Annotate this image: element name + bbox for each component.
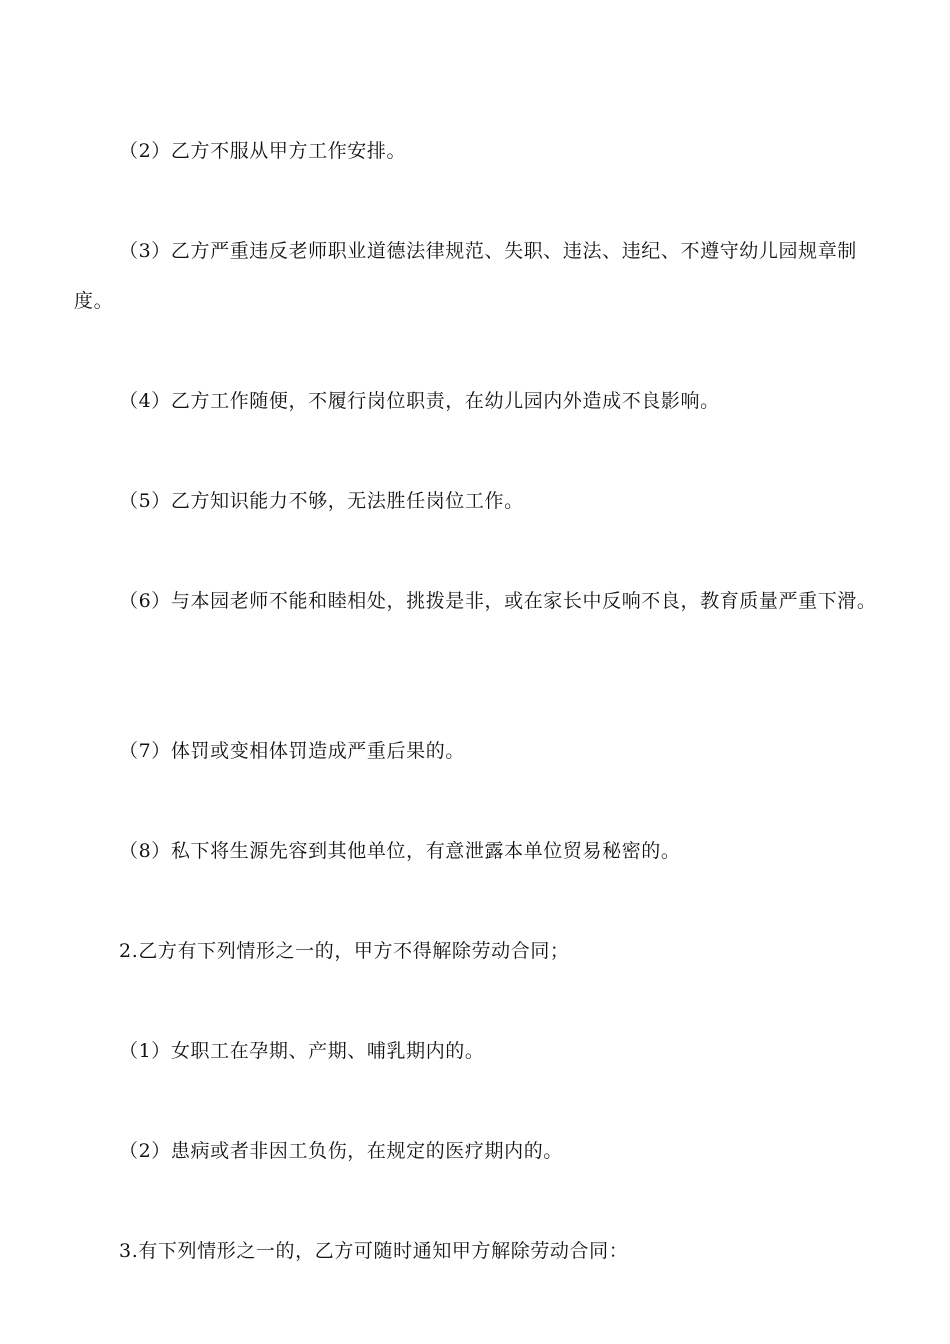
paragraph-item-1-pregnancy: （1）女职工在孕期、产期、哺乳期内的。	[119, 1040, 485, 1062]
section-2-heading: 2.乙方有下列情形之一的，甲方不得解除劳动合同；	[119, 940, 570, 962]
paragraph-item-6-conflict: （6）与本园老师不能和睦相处，挑拨是非，或在家长中反响不良，教育质量严重下滑。	[119, 590, 877, 612]
paragraph-item-8-trade-secret: （8）私下将生源先容到其他单位，有意泄露本单位贸易秘密的。	[119, 840, 681, 862]
paragraph-item-3-ethics-violation: （3）乙方严重违反老师职业道德法律规范、失职、违法、违纪、不遵守幼儿园规章制度。	[74, 240, 857, 312]
paragraph-item-2-illness: （2）患病或者非因工负伤，在规定的医疗期内的。	[119, 1140, 563, 1162]
paragraph-item-5-incompetence: （5）乙方知识能力不够，无法胜任岗位工作。	[119, 490, 524, 512]
paragraph-item-2-disobey: （2）乙方不服从甲方工作安排。	[119, 140, 407, 162]
paragraph-item-4-negligence: （4）乙方工作随便，不履行岗位职责，在幼儿园内外造成不良影响。	[119, 390, 720, 412]
paragraph-item-7-corporal-punishment: （7）体罚或变相体罚造成严重后果的。	[119, 740, 465, 762]
section-3-heading: 3.有下列情形之一的，乙方可随时通知甲方解除劳动合同：	[119, 1240, 629, 1262]
